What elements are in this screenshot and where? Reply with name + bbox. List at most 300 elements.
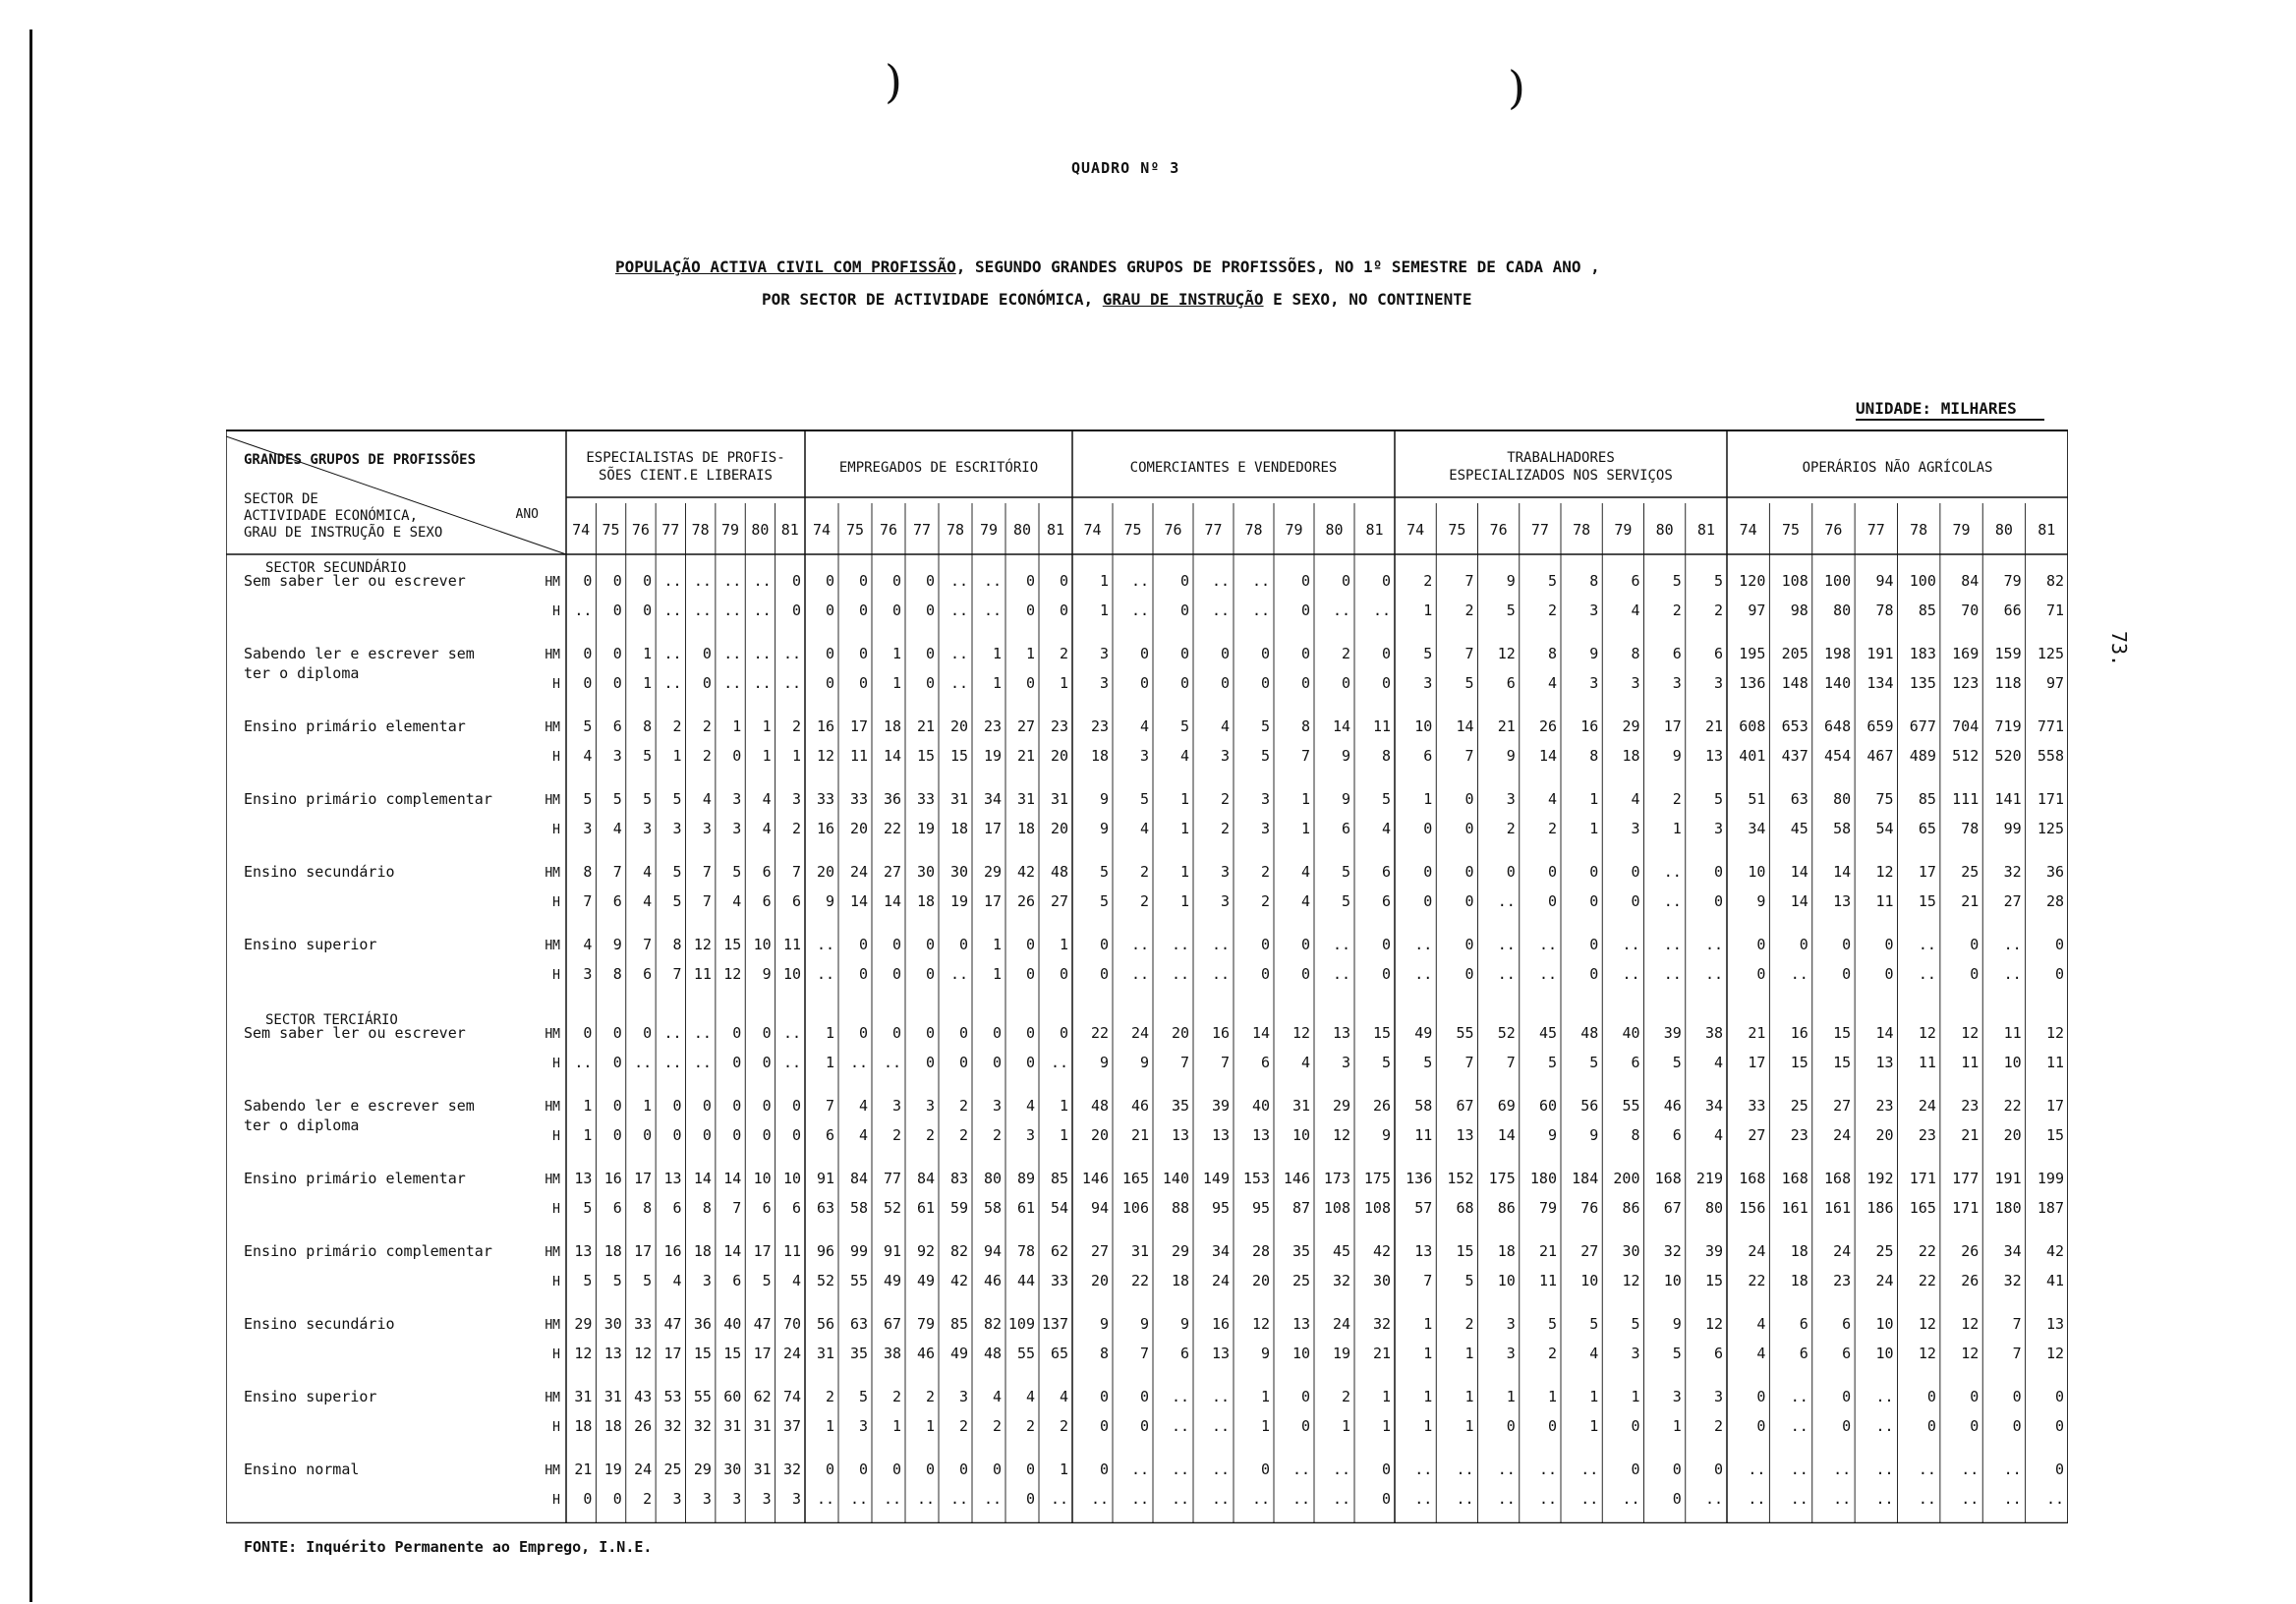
table-cell: 5: [1589, 1054, 1599, 1071]
table-cell: 123: [1952, 674, 1980, 692]
table-cell: 37: [782, 1417, 801, 1435]
table-cell: 0: [1464, 936, 1474, 953]
table-cell: 17: [983, 820, 1002, 837]
table-cell: ..: [753, 572, 772, 590]
table-cell: 66: [2003, 602, 2022, 619]
unit-underline: [1856, 419, 2044, 421]
table-cell: 9: [1139, 1054, 1149, 1071]
table-cell: 8: [1589, 747, 1599, 765]
table-cell: 2: [643, 1490, 653, 1508]
table-cell: ..: [1332, 936, 1350, 953]
year-header: 77: [1866, 521, 1885, 539]
table-cell: 26: [634, 1417, 653, 1435]
table-cell: 1: [672, 747, 682, 765]
table-cell: 146: [1081, 1170, 1109, 1187]
table-cell: 0: [858, 674, 868, 692]
table-cell: 55: [1456, 1024, 1474, 1042]
table-cell: 85: [1918, 790, 1936, 808]
table-cell: 9: [1381, 1126, 1391, 1144]
table-cell: 13: [1211, 1345, 1230, 1362]
table-cell: 0: [1260, 1461, 1270, 1478]
table-cell: 4: [1300, 863, 1310, 881]
table-cell: 9: [1139, 1315, 1149, 1333]
table-cell: 79: [1538, 1199, 1557, 1217]
table-cell: 0: [1179, 645, 1189, 662]
table-cell: 6: [1799, 1315, 1808, 1333]
table-cell: 31: [753, 1461, 772, 1478]
table-cell: ..: [849, 1490, 868, 1508]
table-cell: 27: [1090, 1242, 1109, 1260]
table-cell: ..: [1538, 1490, 1557, 1508]
table-cell: 183: [1909, 645, 1936, 662]
table-cell: 32: [693, 1417, 712, 1435]
table-cell: 95: [1211, 1199, 1230, 1217]
table-cell: 0: [1799, 936, 1808, 953]
table-cell: 82: [2045, 572, 2064, 590]
row-label: Ensino primário complementar: [244, 1242, 492, 1260]
table-cell: ..: [1211, 1417, 1230, 1435]
table-cell: 6: [1631, 572, 1640, 590]
table-cell: 61: [916, 1199, 935, 1217]
table-cell: 0: [1506, 1417, 1516, 1435]
year-header: 76: [631, 521, 650, 539]
table-cell: 0: [1926, 1417, 1936, 1435]
table-cell: 0: [891, 602, 901, 619]
sex-label: H: [552, 1057, 560, 1071]
table-cell: 4: [732, 892, 742, 910]
table-cell: 1: [1179, 820, 1189, 837]
table-cell: ..: [1211, 965, 1230, 983]
table-cell: ..: [1130, 602, 1149, 619]
table-cell: ..: [1050, 1054, 1068, 1071]
table-cell: 0: [825, 674, 834, 692]
table-cell: 0: [643, 572, 653, 590]
table-cell: 118: [1994, 674, 2022, 692]
table-cell: ..: [1622, 936, 1640, 953]
table-cell: 25: [1961, 863, 1980, 881]
table-cell: 80: [1704, 1199, 1723, 1217]
table-cell: 42: [1016, 863, 1035, 881]
table-cell: ..: [1372, 602, 1391, 619]
table-cell: 20: [1875, 1126, 1894, 1144]
table-cell: 0: [612, 645, 622, 662]
table-cell: ..: [983, 1490, 1002, 1508]
table-cell: 0: [1884, 936, 1894, 953]
table-cell: 35: [849, 1345, 868, 1362]
table-cell: 205: [1781, 645, 1808, 662]
table-cell: 0: [1300, 936, 1310, 953]
year-header: 74: [1406, 521, 1425, 539]
table-cell: 34: [2003, 1242, 2022, 1260]
table-cell: 9: [1099, 790, 1109, 808]
table-cell: 3: [702, 820, 712, 837]
table-cell: ..: [634, 1054, 653, 1071]
table-cell: 4: [1220, 717, 1230, 735]
table-cell: 8: [702, 1199, 712, 1217]
table-cell: 0: [958, 936, 968, 953]
year-header: 79: [1285, 521, 1303, 539]
table-cell: 1: [791, 747, 801, 765]
table-cell: 2: [1220, 790, 1230, 808]
table-cell: 27: [1748, 1126, 1766, 1144]
table-cell: 0: [925, 1054, 935, 1071]
table-cell: 7: [1139, 1345, 1149, 1362]
table-cell: ..: [1875, 1490, 1894, 1508]
table-cell: 0: [1589, 965, 1599, 983]
table-cell: 8: [643, 717, 653, 735]
table-cell: 34: [1704, 1097, 1723, 1115]
table-cell: 29: [1332, 1097, 1350, 1115]
table-cell: 4: [583, 747, 593, 765]
table-cell: 12: [693, 936, 712, 953]
table-cell: ..: [1748, 1461, 1766, 1478]
table-cell: 21: [1704, 717, 1723, 735]
table-cell: 13: [1332, 1024, 1350, 1042]
table-cell: 1: [1547, 1388, 1557, 1405]
table-cell: ..: [1456, 1490, 1474, 1508]
table-cell: 12: [1918, 1024, 1936, 1042]
table-cell: 186: [1866, 1199, 1894, 1217]
table-cell: 4: [1713, 1126, 1723, 1144]
table-cell: 7: [825, 1097, 834, 1115]
table-cell: 15: [1833, 1024, 1852, 1042]
table-cell: 52: [816, 1272, 834, 1289]
table-cell: 0: [612, 1126, 622, 1144]
table-cell: 11: [849, 747, 868, 765]
table-cell: 92: [916, 1242, 935, 1260]
table-cell: 18: [1090, 747, 1109, 765]
table-cell: 5: [1381, 1054, 1391, 1071]
year-header: 75: [1448, 521, 1466, 539]
table-cell: 1: [762, 747, 772, 765]
table-cell: 168: [1781, 1170, 1808, 1187]
table-cell: 26: [1961, 1272, 1980, 1289]
table-cell: 30: [949, 863, 968, 881]
table-cell: 192: [1866, 1170, 1894, 1187]
table-cell: 58: [983, 1199, 1002, 1217]
table-cell: ..: [1833, 1490, 1852, 1508]
table-cell: 4: [1631, 790, 1640, 808]
table-cell: 27: [1016, 717, 1035, 735]
table-cell: ..: [883, 1490, 901, 1508]
table-cell: 3: [1099, 645, 1109, 662]
table-cell: 6: [1631, 1054, 1640, 1071]
table-cell: 2: [791, 717, 801, 735]
table-cell: 0: [1631, 863, 1640, 881]
table-cell: 0: [612, 1024, 622, 1042]
table-cell: 24: [1130, 1024, 1149, 1042]
table-cell: 0: [1589, 863, 1599, 881]
table-cell: 165: [1121, 1170, 1149, 1187]
table-cell: 20: [2003, 1126, 2022, 1144]
left-margin-rule: [29, 29, 32, 1602]
table-cell: 1: [1099, 572, 1109, 590]
table-cell: 1: [992, 965, 1002, 983]
table-cell: 5: [1713, 790, 1723, 808]
table-cell: 14: [1538, 747, 1557, 765]
table-cell: 0: [612, 1490, 622, 1508]
table-cell: 6: [1506, 674, 1516, 692]
table-cell: 5: [1547, 572, 1557, 590]
paren-mark-1: ): [885, 55, 902, 108]
table-cell: ..: [1414, 965, 1433, 983]
table-cell: 10: [1580, 1272, 1599, 1289]
table-cell: 45: [1332, 1242, 1350, 1260]
table-cell: 3: [1631, 1345, 1640, 1362]
table-cell: 52: [883, 1199, 901, 1217]
table-cell: 2: [1059, 1417, 1068, 1435]
table-cell: 3: [1220, 863, 1230, 881]
table-cell: 1: [1423, 1315, 1433, 1333]
table-cell: 29: [1622, 717, 1640, 735]
table-cell: 15: [1372, 1024, 1391, 1042]
table-cell: 16: [663, 1242, 682, 1260]
table-cell: 14: [1251, 1024, 1270, 1042]
table-cell: ..: [1663, 936, 1682, 953]
table-cell: 0: [583, 1024, 593, 1042]
table-cell: 1: [925, 1417, 935, 1435]
table-cell: 5: [762, 1272, 772, 1289]
table-cell: 6: [672, 1199, 682, 1217]
table-cell: 5: [1672, 1054, 1682, 1071]
table-cell: ..: [753, 602, 772, 619]
table-cell: 156: [1739, 1199, 1766, 1217]
table-cell: 31: [1016, 790, 1035, 808]
table-cell: 648: [1824, 717, 1852, 735]
table-cell: 9: [1260, 1345, 1270, 1362]
table-cell: 19: [1332, 1345, 1350, 1362]
table-cell: 0: [732, 1097, 742, 1115]
table-cell: 0: [858, 936, 868, 953]
table-cell: 31: [1130, 1242, 1149, 1260]
table-cell: ..: [663, 602, 682, 619]
table-cell: 24: [1211, 1272, 1230, 1289]
table-cell: 219: [1695, 1170, 1723, 1187]
table-cell: 1: [1059, 936, 1068, 953]
table-cell: 7: [702, 892, 712, 910]
table-cell: 63: [1790, 790, 1808, 808]
table-cell: ..: [949, 1490, 968, 1508]
table-cell: 49: [1414, 1024, 1433, 1042]
table-cell: 6: [1842, 1345, 1852, 1362]
table-cell: 1: [992, 674, 1002, 692]
table-cell: 0: [1842, 965, 1852, 983]
table-cell: 0: [1842, 936, 1852, 953]
table-cell: 0: [1381, 1461, 1391, 1478]
table-cell: 2: [1713, 1417, 1723, 1435]
year-header: 81: [1696, 521, 1715, 539]
table-cell: 0: [643, 1126, 653, 1144]
table-cell: 5: [583, 1272, 593, 1289]
table-cell: 3: [1672, 674, 1682, 692]
year-header: 74: [1083, 521, 1102, 539]
table-cell: 0: [1025, 602, 1035, 619]
table-cell: 12: [1961, 1345, 1980, 1362]
section-title: SECTOR SECUNDÁRIO: [265, 560, 407, 576]
corner-left-label: SECTOR DE: [244, 491, 318, 507]
table-cell: 3: [1506, 1315, 1516, 1333]
group-header-label: OPERÁRIOS NÃO AGRÍCOLAS: [1802, 460, 1993, 476]
table-cell: 2: [958, 1097, 968, 1115]
table-cell: 56: [816, 1315, 834, 1333]
table-cell: 11: [782, 1242, 801, 1260]
table-cell: 608: [1739, 717, 1766, 735]
table-cell: ..: [2003, 965, 2022, 983]
table-cell: 3: [732, 790, 742, 808]
table-cell: 94: [1875, 572, 1894, 590]
table-cell: 20: [1090, 1272, 1109, 1289]
table-cell: 55: [693, 1388, 712, 1405]
table-cell: ..: [1497, 936, 1516, 953]
sex-label: H: [552, 823, 560, 837]
table-cell: 33: [1748, 1097, 1766, 1115]
table-cell: 29: [983, 863, 1002, 881]
table-cell: 7: [672, 965, 682, 983]
group-header-label: ESPECIALIZADOS NOS SERVIÇOS: [1449, 468, 1673, 484]
table-cell: 32: [1332, 1272, 1350, 1289]
table-cell: 22: [883, 820, 901, 837]
table-cell: 3: [1589, 602, 1599, 619]
table-cell: 31: [753, 1417, 772, 1435]
table-cell: 11: [2003, 1024, 2022, 1042]
table-cell: 1: [1059, 1097, 1068, 1115]
table-cell: 25: [663, 1461, 682, 1478]
row-label: Ensino primário elementar: [244, 717, 466, 735]
table-cell: 0: [925, 965, 935, 983]
table-cell: 171: [1909, 1170, 1936, 1187]
table-cell: 175: [1488, 1170, 1516, 1187]
table-cell: 34: [1211, 1242, 1230, 1260]
table-cell: 106: [1121, 1199, 1149, 1217]
table-cell: ..: [1918, 936, 1936, 953]
table-cell: 0: [672, 1097, 682, 1115]
table-cell: 13: [574, 1170, 593, 1187]
table-cell: 84: [1961, 572, 1980, 590]
table-cell: 18: [1790, 1272, 1808, 1289]
table-cell: 1: [1260, 1417, 1270, 1435]
table-cell: 22: [1918, 1272, 1936, 1289]
table-cell: 42: [2045, 1242, 2064, 1260]
sex-label: HM: [545, 1245, 560, 1260]
table-cell: 65: [1918, 820, 1936, 837]
table-cell: 1: [1179, 863, 1189, 881]
table-cell: 24: [634, 1461, 653, 1478]
table-cell: 13: [603, 1345, 622, 1362]
table-cell: 4: [791, 1272, 801, 1289]
table-cell: 7: [1464, 747, 1474, 765]
table-cell: 9: [1672, 1315, 1682, 1333]
table-cell: 24: [1918, 1097, 1936, 1115]
table-cell: 0: [732, 1024, 742, 1042]
table-cell: 17: [1918, 863, 1936, 881]
table-cell: ..: [949, 645, 968, 662]
table-cell: 14: [1790, 863, 1808, 881]
table-cell: 0: [1300, 602, 1310, 619]
table-cell: 1: [643, 674, 653, 692]
table-cell: 19: [916, 820, 935, 837]
table-cell: ..: [1497, 1490, 1516, 1508]
table-cell: 7: [1300, 747, 1310, 765]
table-cell: 0: [1260, 645, 1270, 662]
table-cell: 1: [992, 645, 1002, 662]
table-cell: ..: [949, 602, 968, 619]
table-cell: 1: [825, 1054, 834, 1071]
table-cell: 0: [992, 1461, 1002, 1478]
table-cell: 10: [1748, 863, 1766, 881]
table-cell: 6: [612, 1199, 622, 1217]
table-cell: 0: [1464, 863, 1474, 881]
title-line-2: [762, 290, 1471, 309]
table-cell: 1: [583, 1126, 593, 1144]
table-cell: ..: [1538, 936, 1557, 953]
table-cell: 21: [1016, 747, 1035, 765]
statistics-table: [226, 425, 2068, 1523]
table-cell: 0: [1025, 936, 1035, 953]
table-cell: 0: [1970, 1388, 1980, 1405]
table-cell: 46: [1130, 1097, 1149, 1115]
table-cell: 2: [1547, 820, 1557, 837]
table-cell: 2: [1713, 602, 1723, 619]
sex-label: H: [552, 1420, 560, 1435]
table-cell: ..: [753, 674, 772, 692]
table-cell: 401: [1739, 747, 1766, 765]
table-cell: 3: [925, 1097, 935, 1115]
table-cell: 0: [1631, 892, 1640, 910]
table-cell: 0: [891, 572, 901, 590]
table-cell: 10: [2003, 1054, 2022, 1071]
table-cell: 1: [1059, 1126, 1068, 1144]
table-cell: 85: [949, 1315, 968, 1333]
table-cell: 8: [1631, 645, 1640, 662]
table-cell: 47: [663, 1315, 682, 1333]
table-cell: 3: [958, 1388, 968, 1405]
table-cell: 4: [1139, 717, 1149, 735]
table-cell: 0: [858, 965, 868, 983]
table-cell: 2: [1220, 820, 1230, 837]
table-cell: 7: [1506, 1054, 1516, 1071]
table-cell: 1: [1589, 820, 1599, 837]
table-cell: 0: [1631, 1461, 1640, 1478]
table-cell: 0: [1139, 645, 1149, 662]
title-segment: GRAU DE INSTRUÇÃO: [1102, 290, 1264, 309]
table-cell: 4: [1025, 1097, 1035, 1115]
table-cell: 0: [1099, 1417, 1109, 1435]
table-cell: ..: [574, 602, 593, 619]
table-cell: 0: [1672, 1461, 1682, 1478]
table-cell: 2: [1025, 1417, 1035, 1435]
table-cell: ..: [1130, 936, 1149, 953]
table-cell: 5: [612, 790, 622, 808]
table-cell: 19: [983, 747, 1002, 765]
year-header: 81: [1365, 521, 1384, 539]
table-cell: ..: [1790, 1490, 1808, 1508]
table-cell: ..: [949, 572, 968, 590]
table-cell: 7: [732, 1199, 742, 1217]
table-cell: 80: [1833, 790, 1852, 808]
table-cell: 26: [1961, 1242, 1980, 1260]
title-segment: POR SECTOR DE ACTIVIDADE ECONÓMICA,: [762, 290, 1103, 309]
table-cell: 11: [1538, 1272, 1557, 1289]
table-cell: 9: [825, 892, 834, 910]
table-cell: 42: [1372, 1242, 1391, 1260]
table-cell: 85: [1918, 602, 1936, 619]
year-header: 78: [1573, 521, 1591, 539]
table-cell: 6: [1381, 892, 1391, 910]
table-cell: 39: [1704, 1242, 1723, 1260]
table-cell: 0: [1025, 1490, 1035, 1508]
table-cell: 17: [753, 1345, 772, 1362]
table-cell: 1: [1179, 790, 1189, 808]
